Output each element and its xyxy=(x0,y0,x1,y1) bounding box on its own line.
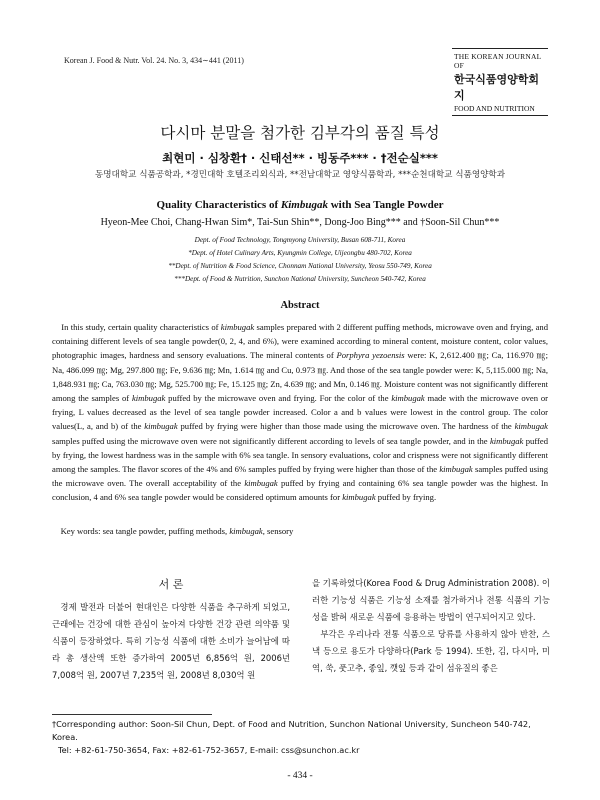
abstract-term: kimbugak xyxy=(220,322,255,332)
authors-korean: 최현미 · 심창환† · 신태선** · 빙동주*** · †전순실*** xyxy=(162,151,438,165)
section-heading-introduction: 서 론 xyxy=(158,578,184,591)
page-number: - 434 - xyxy=(287,771,313,781)
journal-name-en-top: THE KOREAN JOURNAL OF xyxy=(454,52,542,70)
affiliations-korean: 동명대학교 식품공학과, *경민대학 호텔조리외식과, **전남대학교 영양식품학과, ***순천대학교 식품영양학과 xyxy=(94,170,506,180)
journal-name-en-bottom: FOOD AND NUTRITION xyxy=(454,104,535,113)
title-english xyxy=(40,199,560,211)
abstract-heading: Abstract xyxy=(280,300,320,311)
footnote xyxy=(52,718,552,757)
keywords xyxy=(52,526,548,536)
intro-left-column: 경제 발전과 더불어 현대인은 다양한 식품을 추구하게 되었고, 근래에는 건강에 대한 관심이 높아져 다양한 건강 관련 의약품 및 식품이 등장하였다. 특히 기능성 식품에 대한 소비가 늘어남에 따라 총 생산액 또한 증가하여 2005년 6,856억 원, 2006년 7,008억 원, 2007년 7,235억 원, 2008년 8,030억 원 xyxy=(52,602,290,680)
abstract-text: puffed by frying were higher than those made using the microwave oven. The hardness of the xyxy=(177,421,515,432)
abstract-text: samples prepared with 2 different puffing methods, microwave oven and frying, and containing different levels of sea tangle powder(0, 2, 4, and 6%), were examined according to mineral content, moisture content, color values, photographic images, hardness and sensory evaluations. The mineral contents of xyxy=(52,322,548,361)
corresponding-author: †Corresponding author: Soon-Sil Chun, Dept. of Food and Nutrition, Sunchon National University, Suncheon 540-742, Korea. xyxy=(52,719,531,742)
intro-right-column xyxy=(312,575,550,677)
affiliation-1: Dept. of Food Technology, Tongmyong University, Busan 608-711, Korea xyxy=(194,236,406,244)
intro-right-paragraph-2: 부각은 우리나라 전통 식품으로 당류를 사용하지 않아 반찬, 스낵 등으로 용도가 다양하다(Park 등 1994). 또한, 김, 다시마, 미역, 쑥, 풋고추, 좋잎, 깻잎 등과 같이 섬유질의 좋은 xyxy=(312,629,550,673)
abstract-text: In this study, certain quality characteristics of xyxy=(61,322,221,332)
intro-right-paragraph-1: 을 기록하였다(Korea Food & Drug Administration 2008). 이러한 기능성 식품은 기능성 소재를 첨가하거나 전통 식품의 기능성을 밝혀 새로운 식품에 응용하는 방법이 연구되어지고 있다. xyxy=(312,578,550,622)
title-english-pre: Quality Characteristics of xyxy=(156,199,281,211)
keywords-text: , sensory xyxy=(262,526,294,536)
abstract-term: kimbugak xyxy=(131,393,166,404)
citation-line: Korean J. Food & Nutr. Vol. 24. No. 3, 434∼441 (2011) xyxy=(64,56,244,65)
title-english-italic: Kimbugak xyxy=(280,199,328,211)
abstract-term: kimbugak xyxy=(244,478,278,489)
abstract-term: kimbugak xyxy=(514,421,548,432)
contact-details: Tel: +82-61-750-3654, Fax: +82-61-752-3657, E-mail: css@sunchon.ac.kr xyxy=(58,745,360,755)
affiliation-4: ***Dept. of Food & Nutrition, Sunchon National University, Suncheon 540-742, Korea xyxy=(174,275,426,283)
abstract-text: made with the microwave oven or frying, L values decreased as the level of sea tangle powder increased. Color a and b values were lowest in the control group. The color values(L, a, and b) of the xyxy=(52,393,548,432)
abstract-text: samples puffed using the microwave oven. The overall acceptability of the xyxy=(52,464,548,489)
keywords-text: Key words: sea tangle powder, puffing methods, xyxy=(60,526,230,536)
abstract-text: were: K, 2,612.400 ㎎; Ca, 116.970 ㎎; Na, 486.099 ㎎; Mg, 297.800 ㎎; Fe, 9.636 ㎎; Mn, 1.614 ㎎ and Cu, 0.973 ㎎. And those of the sea tangle powder were: K, 5,115.000 ㎎; Na, 1,848.931 ㎎; Ca, 763.030 ㎎; Mg, 525.700 ㎎; Fe, 15.125 ㎎; Zn, 4.639 ㎎; and Mn, 0.146 ㎎. Moisture content was not significantly different among the samples of xyxy=(52,350,549,404)
abstract-text: puffed by frying, the lowest hardness was in the sample with 6% sea tangle. In sensory evaluations, color and crispness were not significantly different among the samples. The flavor scores of the 4% and 6% samples puffed by frying were higher than those of the xyxy=(52,435,548,475)
abstract-term: kimbugak xyxy=(489,435,524,446)
abstract-term: kimbugak xyxy=(144,421,178,432)
keywords-term: kimbugak xyxy=(229,526,263,536)
title-korean: 다시마 분말을 첨가한 김부각의 품질 특성 xyxy=(160,124,440,142)
authors-english: Hyeon-Mee Choi, Chang-Hwan Sim*, Tai-Sun Shin**, Dong-Joo Bing*** and †Soon-Sil Chun*** xyxy=(100,217,500,228)
abstract-term: kimbugak xyxy=(391,393,425,404)
abstract-term: kimbugak xyxy=(342,492,376,503)
title-english-post: with Sea Tangle Powder xyxy=(327,199,444,211)
abstract-text: puffed by frying and containing 6% sea tangle powder was the highest. In conclusion, 4 and 6% sea tangle powder would be considered optimum amounts for xyxy=(52,478,548,503)
journal-name-ko: 한국식품영양학회지 xyxy=(454,73,540,102)
affiliation-3: **Dept. of Nutrition & Food Science, Chonnam National University, Yeosu 550-749, Korea xyxy=(168,262,432,270)
journal-logo xyxy=(452,48,548,116)
abstract-body xyxy=(52,320,548,505)
abstract-text: puffed by frying. xyxy=(375,492,437,503)
abstract-term: Porphyra yezoensis xyxy=(336,350,405,361)
affiliation-2: *Dept. of Hotel Culinary Arts, Kyungmin College, Uijeongbu 480-702, Korea xyxy=(188,249,412,257)
abstract-text: samples puffed using the microwave oven were not significantly different according to levels of sea tangle powder, and in the xyxy=(52,435,490,446)
footnote-divider xyxy=(52,714,212,715)
abstract-term: kimbugak xyxy=(439,464,473,475)
abstract-text: puffed by the microwave oven and frying. For the color of the xyxy=(165,393,392,404)
